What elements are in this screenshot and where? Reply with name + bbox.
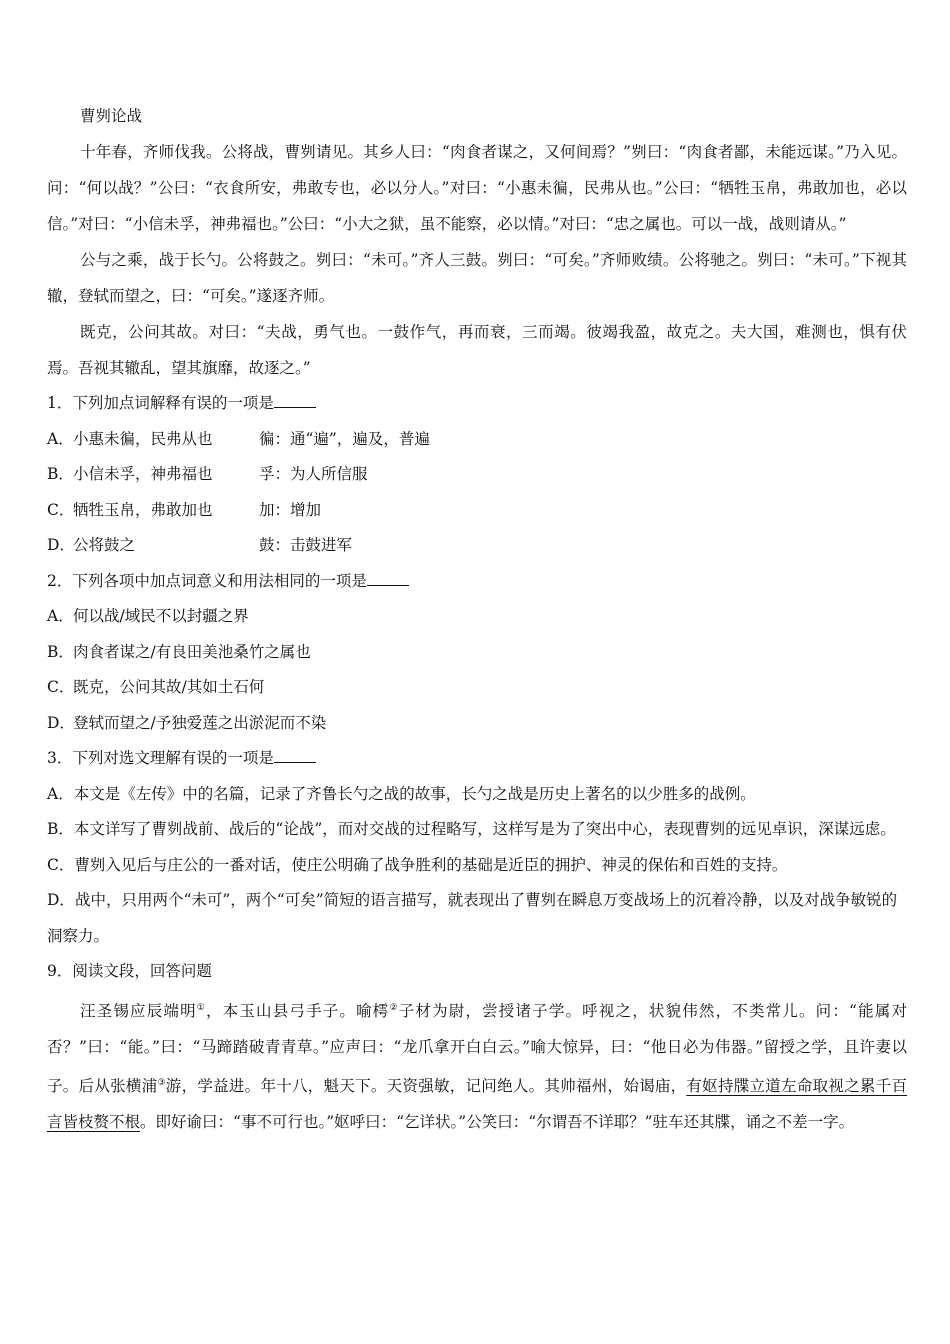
q3-option-d: D．战中，只用两个“未可”，两个“可矣”简短的语言描写，就表现出了曹刿在瞬息万变战场上的沉着冷静，以及对战争敏锐的洞察力。 xyxy=(47,891,898,945)
q1-option-c: C．牺牲玉帛，弗敢加也 加：增加 xyxy=(47,500,322,519)
question-9-stem: 9．阅读文段，回答问题 xyxy=(47,962,212,980)
question-1-stem: 1．下列加点词解释有误的一项是 xyxy=(47,386,907,422)
q3-option-b: B．本文详写了曹刿战前、战后的“论战”，而对交战的过程略写，这样写是为了突出中心，表现曹刿的远见卓识，深谋远虑。 xyxy=(47,820,896,838)
passage-paragraph-1: 十年春，齐师伐我。公将战，曹刿请见。其乡人曰：“肉食者谋之，又何间焉？”刿曰：“肉食者鄙，未能远谋。”乃入见。问：“何以战？”公曰：“衣食所安，弗敢专也，必以分人。”对曰：“小惠未徧，民弗从也。”公曰：“牺牲玉帛，弗敢加也，必以信。”对曰：“小信未孚，神弗福也。”公曰：“小大之狱，虽不能察，必以情。”对曰：“忠之属也。可以一战，战则请从。” xyxy=(47,143,907,233)
q1-option-a: A．小惠未徧，民弗从也 徧：通“遍”，遍及，普遍 xyxy=(47,429,430,448)
q3-option-a: A．本文是《左传》中的名篇，记录了齐鲁长勺之战的故事，长勺之战是历史上著名的以少胜多的战例。 xyxy=(47,784,756,803)
answer-blank xyxy=(274,748,316,763)
q9-passage: 汪圣锡应辰端明①，本玉山县弓手子。喻樗②子材为尉，尝授诸子学。呼视之，状貌伟然，不类常儿。问：“能属对否？”曰：“能。”曰：“马蹄踏破青青草。”应声曰：“龙爪拿开白白云。”喻大惊异，曰：“他日必为伟器。”留授之学，且许妻以子。后从张横浦③游，学益进。年十八，魁天下。天资强敏，记问绝人。其帅福州，始谒庙，有妪持牒立道左命取视之累千百言皆枝赘不根。即好谕曰：“事不可行也。”妪呼曰：“乞详状。”公笑曰：“尔谓吾不详耶？”驻车还其牒，诵之不差一字。 xyxy=(47,1001,907,1131)
underlined-sentence: 有妪持牒立道左命取视之累千百言皆枝赘不根 xyxy=(47,1076,907,1131)
passage-paragraph-3: 既克，公问其故。对曰：“夫战，勇气也。一鼓作气，再而衰，三而竭。彼竭我盈，故克之。夫大国，难测也，惧有伏焉。吾视其辙乱，望其旗靡，故逐之。” xyxy=(47,323,907,377)
passage-title: 曹刿论战 xyxy=(80,107,143,125)
question-3-stem: 3．下列对选文理解有误的一项是 xyxy=(47,741,907,777)
q2-option-b: B．肉食者谋之/有良田美池桑竹之属也 xyxy=(47,642,311,661)
document-page xyxy=(47,98,907,1140)
answer-blank xyxy=(274,393,316,408)
q2-option-d: D．登轼而望之/予独爱莲之出淤泥而不染 xyxy=(47,713,327,732)
question-2-stem: 2．下列各项中加点词意义和用法相同的一项是 xyxy=(47,564,907,600)
footnote-mark: ② xyxy=(389,1002,399,1013)
q3-option-c: C．曹刿入见后与庄公的一番对话，使庄公明确了战争胜利的基础是近臣的拥护、神灵的保佑和百姓的支持。 xyxy=(47,855,788,874)
q2-option-c: C．既克，公问其故/其如土石何 xyxy=(47,678,265,696)
q2-option-a: A．何以战/域民不以封疆之界 xyxy=(47,607,249,625)
footnote-mark: ③ xyxy=(157,1077,166,1088)
footnote-mark: ① xyxy=(196,1002,206,1013)
answer-blank xyxy=(367,571,409,586)
q1-option-b: B．小信未孚，神弗福也 孚：为人所信服 xyxy=(47,465,368,483)
q1-option-d: D．公将鼓之 鼓：击鼓进军 xyxy=(47,536,353,554)
passage-paragraph-2: 公与之乘，战于长勺。公将鼓之。刿曰：“未可。”齐人三鼓。刿曰：“可矣。”齐师败绩。公将驰之。刿曰：“未可。”下视其辙，登轼而望之，曰：“可矣。”遂逐齐师。 xyxy=(47,251,907,305)
